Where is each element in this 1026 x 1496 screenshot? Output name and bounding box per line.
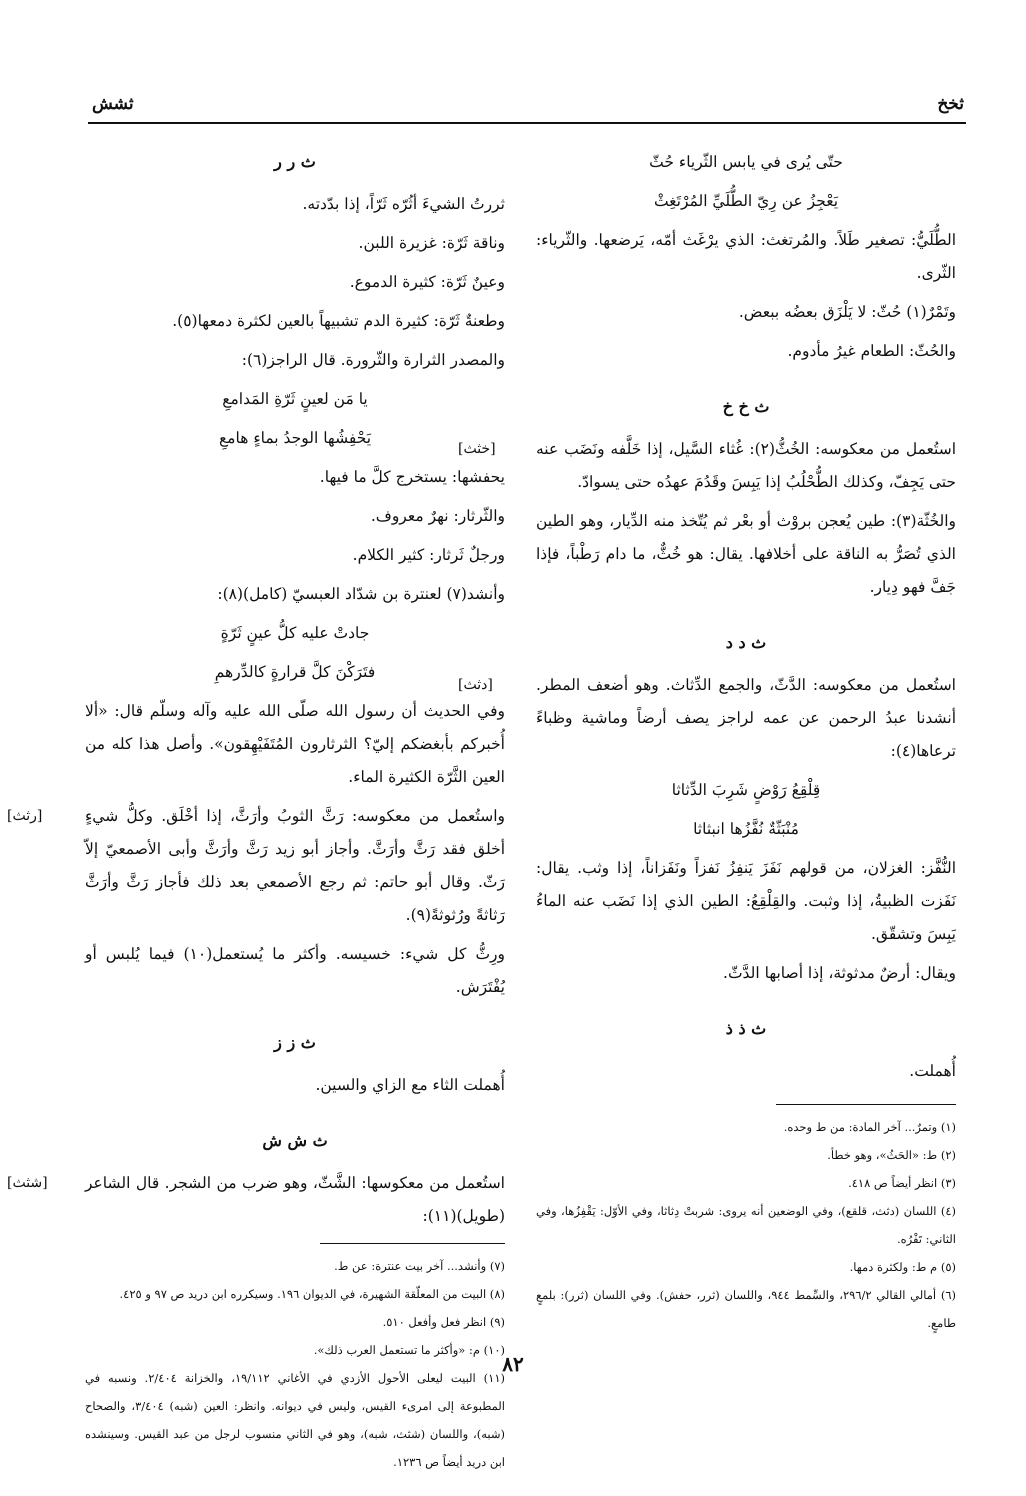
paragraph: وعينٌ ثَرّة: كثيرة الدموع.	[349, 273, 505, 291]
footnote: (٣) انظر أيضاً ص ٤١٨.	[848, 1176, 956, 1190]
root-heading: ث ذ ذ	[725, 1019, 767, 1038]
footnote-rule	[776, 1104, 956, 1105]
running-header-left: ثشش	[92, 94, 134, 114]
paragraph: أُهملت.	[909, 1062, 956, 1080]
paragraph: استُعمل من معكوسه: الدَّثّ، والجمع الدِّثاث. وهو أضعف المطر. أنشدنا عبدُ الرحمن عن عمه لراجز يصف أرضاً وماشية وظباءً ترعاها(٤):	[536, 676, 956, 760]
paragraph: وأنشد(٧) لعنترة بن شدّاد العبسيّ (كامل)(٨):	[217, 585, 505, 603]
paragraph: وتَمْرٌ(١) حُثّ: لا يَلْزَق بعضُه ببعض.	[738, 303, 956, 321]
verse-line: يَعْجِزُ عن رِيّ الطُّلَيِّ المُرْتَغِثْ	[653, 192, 839, 210]
verse-line: مُنْبَثّةٌ نُفَّزُها انبثاثا	[693, 820, 799, 838]
running-header-right: ثخخ	[937, 94, 964, 114]
paragraph: ثررتُ الشيءَ أثُرّه ثَرّاً، إذا بدّدته.	[302, 195, 505, 213]
paragraph: والحُثّ: الطعام غيرُ مأدوم.	[787, 342, 956, 360]
footnote: (١) وتمرٌ... آخر المادة: من ط وحده.	[783, 1120, 956, 1134]
verse-line: قِلْقِعُ رَوْضٍ شَرِبَ الدِّثاثا	[671, 781, 821, 799]
entry	[458, 433, 956, 499]
paragraph: استُعمل من معكوسها: الشَّثّ، وهو ضرب من الشجر. قال الشاعر (طويل)(١١):	[85, 1174, 505, 1225]
root-heading: ث ر ر	[274, 152, 316, 171]
paragraph: وفي الحديث أن رسول الله صلّى الله عليه وآله وسلّم قال: «ألا أُخبركم بأبغضكم إليّ؟ الثرثارون المُتَفَيْهِقون». وأصل هذا كله من العين الثَّرّة الكثيرة الماء.	[85, 702, 505, 786]
paragraph: والمصدر الثرارة والثّرورة. قال الراجز(٦):	[241, 351, 505, 369]
paragraph: وطعنةٌ ثَرّة: كثيرة الدم تشبيهاً بالعين لكثرة دمعها(٥).	[172, 312, 505, 330]
footnote: (٢) ط: «الحَثُ»، وهو خطأ.	[827, 1148, 956, 1162]
footnote: (١١) البيت ليعلى الأحول الأزدي في الأغاني ١٩/١١٢، والخزانة ٢/٤٠٤. ونسبه في المطبوعة إلى امرىء القيس، وليس في ديوانه. وانظر: العين (شبه) ٣/٤٠٤، والصحاح (شبه)، واللسان (شثث، شبه)، وهو في الثاني منسوب لرجل من عبد القيس. وسينشده ابن دريد أيضاً ص ١٢٣٦.	[85, 1371, 506, 1469]
entry-tag: [رثث]	[7, 808, 43, 824]
verse-line: حتّى يُرى في يابس الثّرياء حُثّ	[649, 153, 843, 171]
verse-line: فتَرَكْنَ كلَّ قرارةٍ كالدِّرهمِ	[214, 663, 376, 681]
entry-tag: [دثث]	[458, 677, 493, 693]
right-column	[458, 140, 956, 1337]
root-heading: ث د د	[725, 633, 767, 652]
footnote: (٧) وأنشد... آخر بيت عنترة: عن ط.	[334, 1259, 505, 1273]
paragraph: ورِثُّ كل شيء: خسيسه. وأكثر ما يُستعمل(١٠) فيما يُلبس أو يُفْتَرَش.	[85, 945, 506, 996]
footnote: (٥) م ط: ولكثرة دمها.	[849, 1260, 956, 1274]
root-heading: ث ش ش	[262, 1131, 328, 1150]
footnote: (٩) انظر فعل وأفعل ٥١٠.	[382, 1315, 505, 1329]
paragraph: النُّفَّز: الغزلان، من قولهم نَفَزَ يَنفِزُ نَفزاً ونَفَزاناً، إذا وثب. يقال: نَفَزت الظبيةُ، إذا وثبت. والقِلْقِعُ: الطين الذي إذا نَضَب عنه الماءُ يَبِسَ وتشقّق.	[536, 859, 956, 943]
footnote: (٦) أمالي القالي ٢٩٦/٢، والسِّمط ٩٤٤، واللسان (ثرر، حفش). وفي اللسان (ثرر): بلمعٍ طامعٍ.	[536, 1288, 956, 1330]
entry	[458, 669, 956, 768]
entry	[7, 1167, 505, 1233]
paragraph: ورجلٌ ثَرثار: كثير الكلام.	[352, 546, 505, 564]
page-number: ٨٢	[502, 1352, 524, 1376]
paragraph: أُهملت الثاء مع الزاي والسين.	[315, 1076, 505, 1094]
footnote: (١٠) م: «وأكثر ما تستعمل العرب ذلك».	[313, 1343, 505, 1357]
entry-tag: [شثث]	[7, 1175, 48, 1191]
root-heading: ث ز ز	[274, 1033, 316, 1052]
footnote-rule	[320, 1243, 505, 1244]
paragraph: الطُّلَيُّ: تصغير طَلاً. والمُرتغث: الذي يرْغَث أمّه، يَرضعها. والثّرياء: الثّرى.	[536, 231, 956, 282]
verse-line: يا مَن لعينٍ ثَرّةِ المَدامعِ	[222, 390, 368, 408]
header-rule	[88, 122, 966, 124]
paragraph: وناقة ثَرّة: غزيرة اللبن.	[358, 234, 505, 252]
paragraph: والخُثّة(٣): طين يُعجن بروْث أو بعْر ثم يُتّخذ منه الدِّيار، وهو الطين الذي تُصَرُّ به الناقة على أخلافها. يقال: هو خُثٌّ، ما دام رَطْباً، فإذا جَفَّ فهو دِيار.	[536, 512, 956, 596]
paragraph: استُعمل من معكوسه: الخُثُّ(٢): غُثاء السَّيل، إذا خَلَّفه ونَضَب عنه حتى يَجِفّ، وكذلك الطُّحْلُبُ إذا يَبِسَ وقَدُمَ عهدُه حتى يسوادّ.	[536, 440, 956, 491]
paragraph: ويقال: أرضٌ مدثوثة، إذا أصابها الدَّثّ.	[723, 964, 956, 982]
footnote: (٨) البيت من المعلّقة الشهيرة، في الديوان ١٩٦. وسيكرره ابن دريد ص ٩٧ و ٤٢٥.	[119, 1287, 505, 1301]
paragraph: والثّرثار: نهرٌ معروف.	[370, 507, 505, 525]
verse-line: يَحْفِشُها الوجدُ بماءٍ هامعِ	[218, 429, 372, 447]
paragraph: واستُعمل من معكوسه: رَثَّ الثوبُ وأرَثَّ، إذا أخْلَق. وكلُّ شيءٍ أخلق فقد رَثَّ وأرَثَّ. وأجاز أبو زيد رَثَّ وأرَثَّ وأبى الأصمعيّ إلاّ رَثّ. وقال أبو حاتم: ثم رجع الأصمعي بعد ذلك فأجاز رَثَّ وأرَثَّ رَثاثةً ورُثوثةً(٩).	[85, 807, 505, 924]
paragraph: يحفشها: يستخرج كلَّ ما فيها.	[319, 468, 505, 486]
verse-line: جادتْ عليه كلُّ عينٍ ثَرّةٍ	[220, 624, 370, 642]
entry	[7, 800, 505, 932]
entry-tag: [خثث]	[458, 441, 496, 457]
root-heading: ث خ خ	[722, 397, 770, 416]
footnote: (٤) اللسان (دثث، قلقع)، وفي الوضعين أنه يروى: شربتْ دِثاثا، وفي الأوّل: يَقْفِزُها، وفي الثاني: تَفْرُه.	[536, 1204, 956, 1246]
left-column	[7, 145, 506, 1476]
